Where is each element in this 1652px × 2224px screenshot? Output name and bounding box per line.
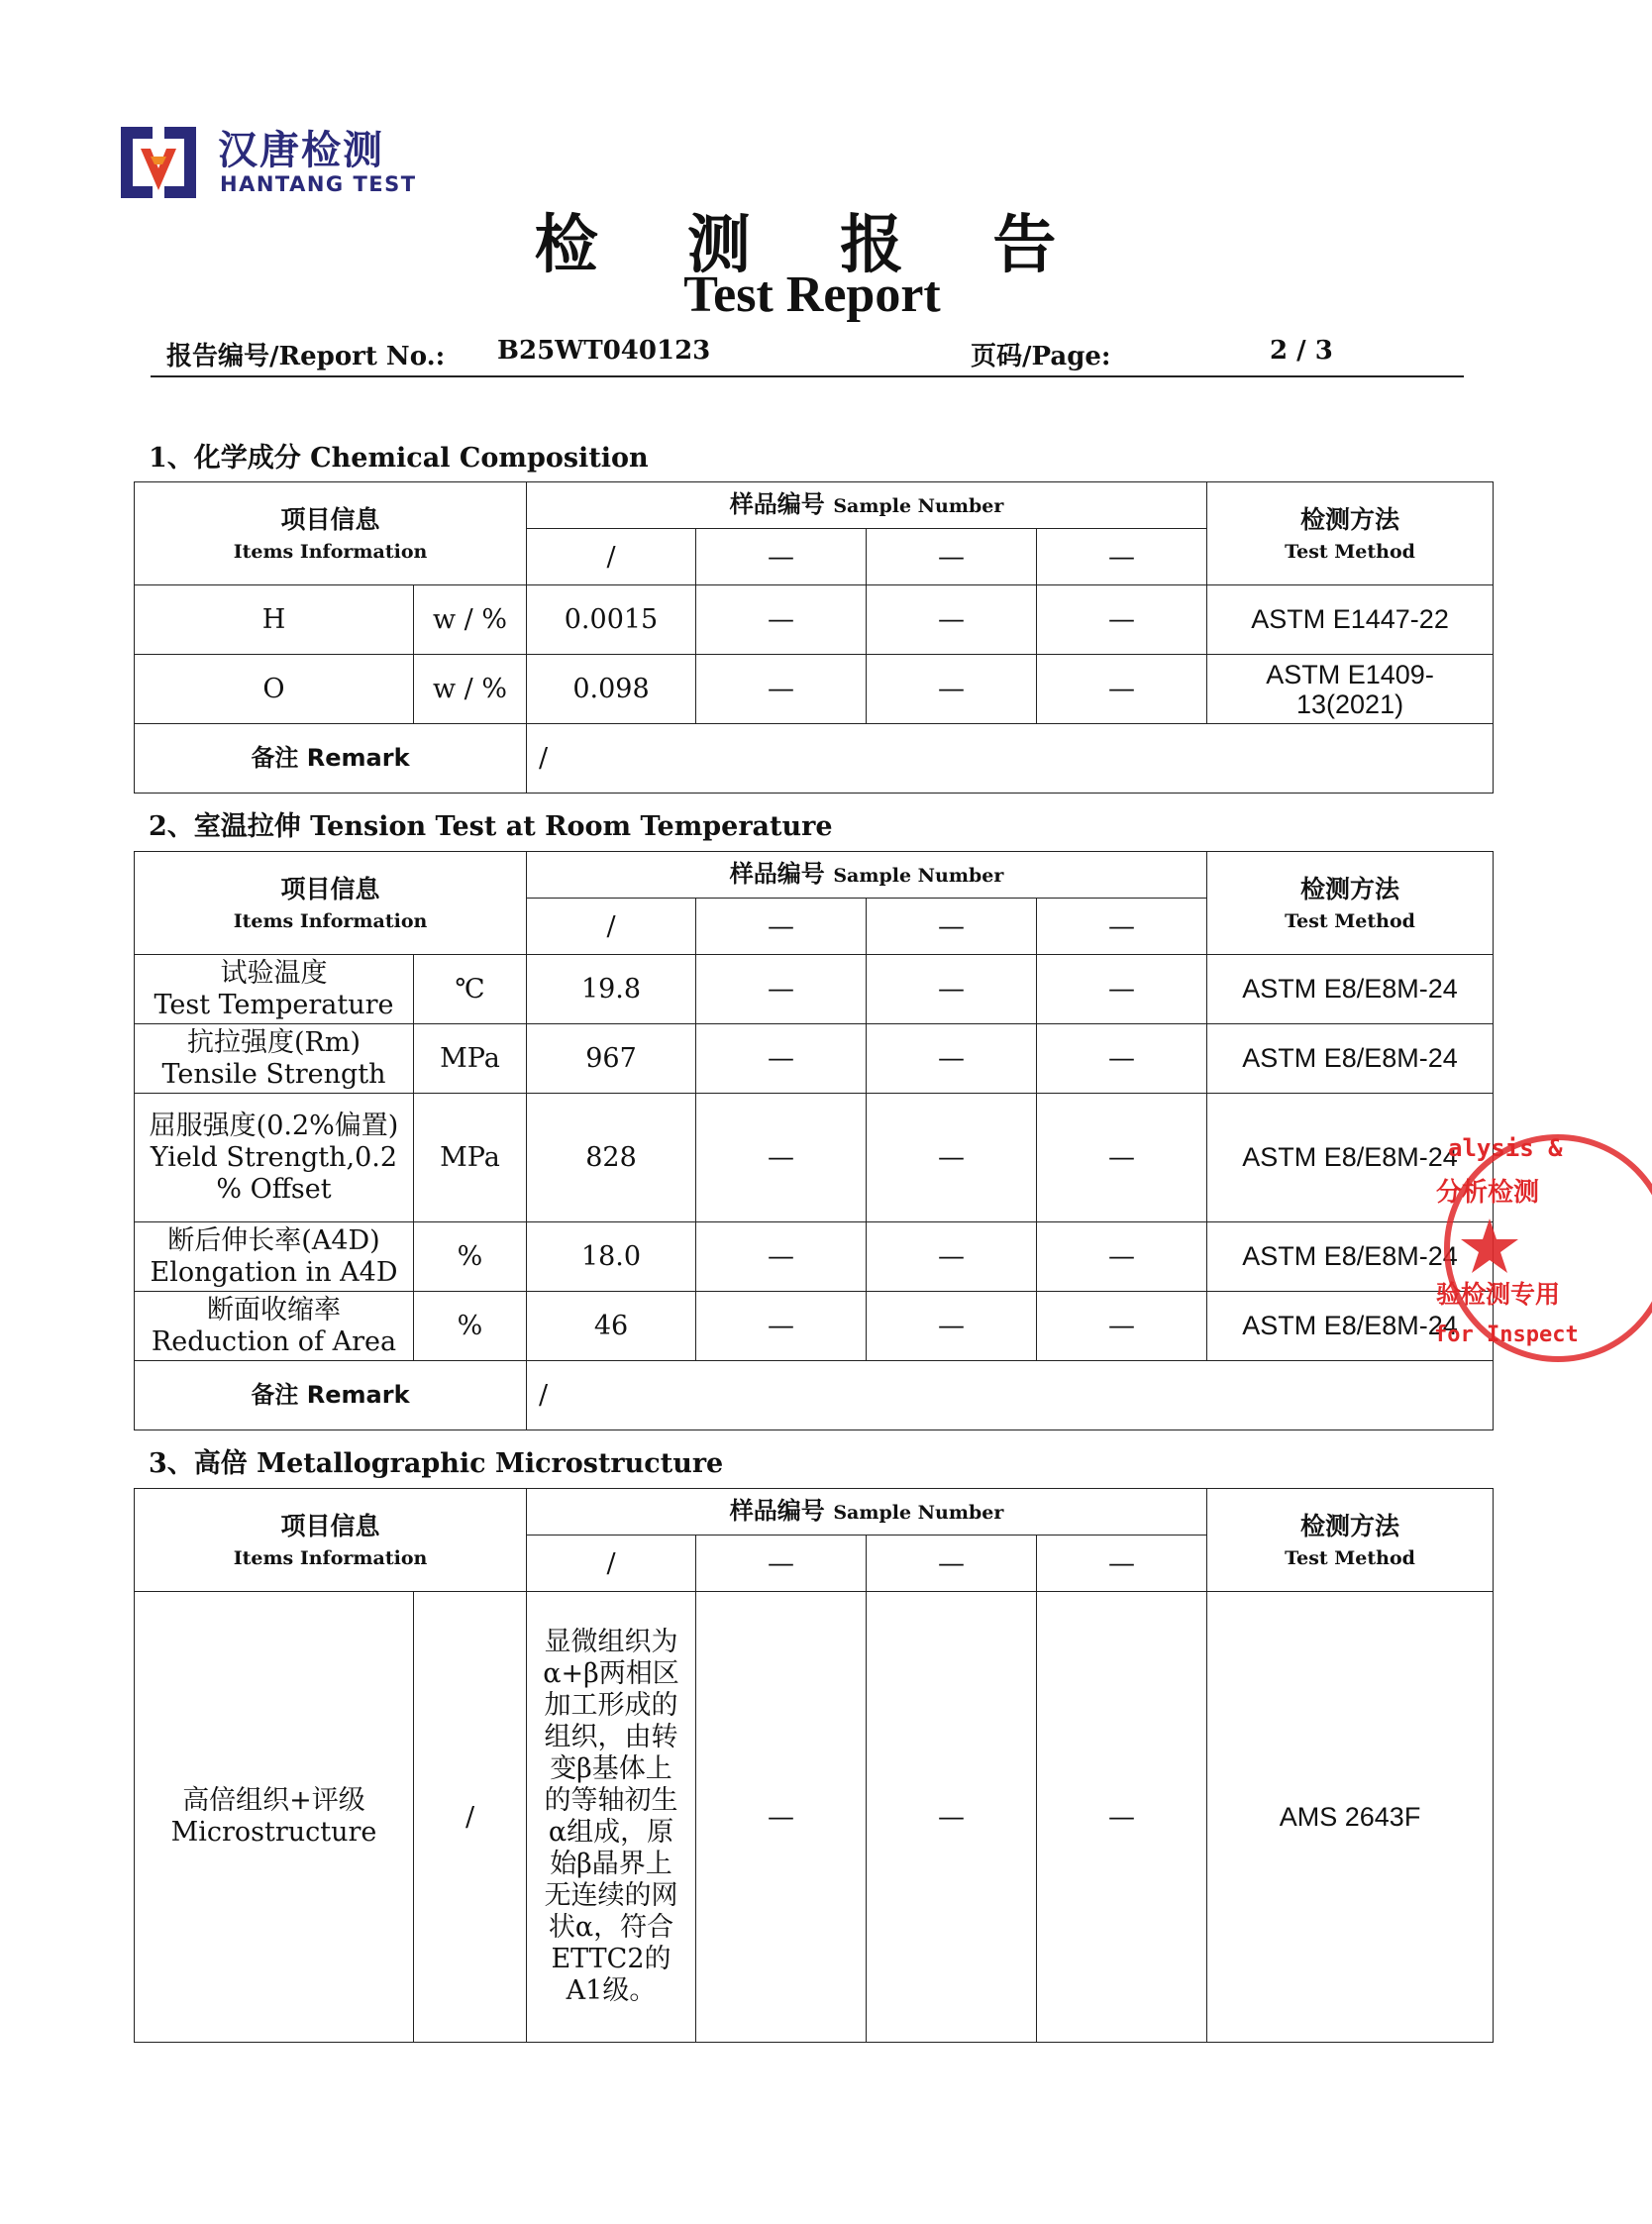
value: — xyxy=(867,585,1037,655)
test-method: ASTM E8/E8M-24 xyxy=(1207,1222,1494,1292)
page-number: 2 / 3 xyxy=(1270,336,1333,366)
test-method: AMS 2643F xyxy=(1207,1592,1494,2043)
remark-label: 备注 Remark xyxy=(135,1361,527,1430)
sample-col-3: — xyxy=(867,899,1037,955)
microstructure-description: 显微组织为α+β两相区加工形成的组织，由转变β基体上的等轴初生α组成，原始β晶界上无连续的网状α，符合ETTC2的A1级。 xyxy=(527,1592,696,2043)
sample-col-2: — xyxy=(696,529,867,585)
value: — xyxy=(696,1094,867,1222)
section3-title: 3、高倍 Metallographic Microstructure xyxy=(149,1448,724,1479)
item-name: 断面收缩率 Reduction of Area xyxy=(135,1292,414,1361)
stamp-text-3: 验检测专用 xyxy=(1436,1280,1561,1309)
stamp-text-1: alysis & xyxy=(1448,1134,1563,1162)
test-method: ASTM E8/E8M-24 xyxy=(1207,1024,1494,1094)
sample-number-header: 样品编号 Sample Number xyxy=(527,852,1207,899)
value: 46 xyxy=(527,1292,696,1361)
sample-number-header: 样品编号 Sample Number xyxy=(527,482,1207,529)
report-no-label: 报告编号/Report No.: xyxy=(166,342,446,371)
unit: w / % xyxy=(414,655,527,724)
star-icon xyxy=(1461,1218,1518,1273)
unit: ℃ xyxy=(414,955,527,1024)
sample-col-3: — xyxy=(867,1536,1037,1592)
items-header: 项目信息 Items Information xyxy=(135,482,527,585)
value: 18.0 xyxy=(527,1222,696,1292)
unit: MPa xyxy=(414,1024,527,1094)
test-method: ASTM E1409-13(2021) xyxy=(1207,655,1494,724)
sample-number-header: 样品编号 Sample Number xyxy=(527,1489,1207,1536)
item-name: 抗拉强度(Rm) Tensile Strength xyxy=(135,1024,414,1094)
table-row xyxy=(135,1024,1494,1094)
item-name: 试验温度 Test Temperature xyxy=(135,955,414,1024)
remark-value: / xyxy=(527,1361,1494,1430)
sample-col-1: / xyxy=(527,529,696,585)
value: — xyxy=(1037,655,1207,724)
value: — xyxy=(867,1024,1037,1094)
value: 967 xyxy=(527,1024,696,1094)
remark-label: 备注 Remark xyxy=(135,724,527,794)
value: — xyxy=(1037,1094,1207,1222)
report-no: B25WT040123 xyxy=(497,336,711,366)
value: — xyxy=(867,955,1037,1024)
unit: w / % xyxy=(414,585,527,655)
value: — xyxy=(696,1292,867,1361)
value: 828 xyxy=(527,1094,696,1222)
value: — xyxy=(867,1292,1037,1361)
stamp-text-2: 分析检测 xyxy=(1436,1178,1540,1208)
remark-row xyxy=(135,724,1494,794)
section1-title: 1、化学成分 Chemical Composition xyxy=(149,443,649,474)
sample-col-1: / xyxy=(527,1536,696,1592)
sample-col-4: — xyxy=(1037,529,1207,585)
sample-col-1: / xyxy=(527,899,696,955)
value: — xyxy=(867,1592,1037,2043)
value: — xyxy=(696,955,867,1024)
item-name: H xyxy=(135,585,414,655)
table-row xyxy=(135,955,1494,1024)
page-label: 页码/Page: xyxy=(971,342,1111,371)
value: — xyxy=(1037,955,1207,1024)
method-header: 检测方法 Test Method xyxy=(1207,482,1494,585)
report-header-line xyxy=(151,336,1464,377)
unit: % xyxy=(414,1222,527,1292)
value: — xyxy=(1037,1292,1207,1361)
method-header: 检测方法 Test Method xyxy=(1207,1489,1494,1592)
value: — xyxy=(867,1222,1037,1292)
sample-col-2: — xyxy=(696,1536,867,1592)
value: — xyxy=(696,585,867,655)
hantang-logo-icon xyxy=(117,121,200,204)
value: — xyxy=(1037,1592,1207,2043)
test-method: ASTM E8/E8M-24 xyxy=(1207,955,1494,1024)
report-title-cn: 检 测 报 告 xyxy=(534,209,1090,282)
item-name: 断后伸长率(A4D) Elongation in A4D xyxy=(135,1222,414,1292)
item-name: 高倍组织+评级 Microstructure xyxy=(135,1592,414,2043)
inspection-stamp xyxy=(1434,1124,1579,1372)
company-name-cn: 汉唐检测 xyxy=(218,128,384,173)
test-method: ASTM E8/E8M-24 xyxy=(1207,1292,1494,1361)
value: 0.0015 xyxy=(527,585,696,655)
value: 19.8 xyxy=(527,955,696,1024)
value: — xyxy=(696,1592,867,2043)
table-row xyxy=(135,1592,1494,2043)
test-method: ASTM E8/E8M-24 xyxy=(1207,1094,1494,1222)
tension-test-table xyxy=(134,851,1494,1430)
value: — xyxy=(867,1094,1037,1222)
section2-title: 2、室温拉伸 Tension Test at Room Temperature xyxy=(149,811,833,842)
items-header: 项目信息 Items Information xyxy=(135,852,527,955)
unit: % xyxy=(414,1292,527,1361)
value: — xyxy=(1037,585,1207,655)
chemical-composition-table xyxy=(134,481,1494,794)
microstructure-table xyxy=(134,1488,1494,2043)
company-name-en: HANTANG TEST xyxy=(220,172,417,196)
stamp-text-4: for Inspect xyxy=(1434,1323,1579,1347)
item-name: 屈服强度(0.2%偏置) Yield Strength,0.2 % Offset xyxy=(135,1094,414,1222)
value: — xyxy=(696,655,867,724)
items-header: 项目信息 Items Information xyxy=(135,1489,527,1592)
value: — xyxy=(696,1222,867,1292)
table-row xyxy=(135,655,1494,724)
test-method: ASTM E1447-22 xyxy=(1207,585,1494,655)
sample-col-4: — xyxy=(1037,899,1207,955)
value: — xyxy=(1037,1222,1207,1292)
table-row xyxy=(135,585,1494,655)
method-header: 检测方法 Test Method xyxy=(1207,852,1494,955)
item-name: O xyxy=(135,655,414,724)
sample-col-2: — xyxy=(696,899,867,955)
report-title-en: Test Report xyxy=(683,266,941,323)
sample-col-3: — xyxy=(867,529,1037,585)
value: — xyxy=(1037,1024,1207,1094)
remark-row xyxy=(135,1361,1494,1430)
table-row xyxy=(135,1222,1494,1292)
remark-value: / xyxy=(527,724,1494,794)
table-row xyxy=(135,1292,1494,1361)
unit: MPa xyxy=(414,1094,527,1222)
value: — xyxy=(867,655,1037,724)
table-row xyxy=(135,1094,1494,1222)
value: — xyxy=(696,1024,867,1094)
company-logo xyxy=(117,117,417,206)
sample-col-4: — xyxy=(1037,1536,1207,1592)
value: 0.098 xyxy=(527,655,696,724)
unit: / xyxy=(414,1592,527,2043)
